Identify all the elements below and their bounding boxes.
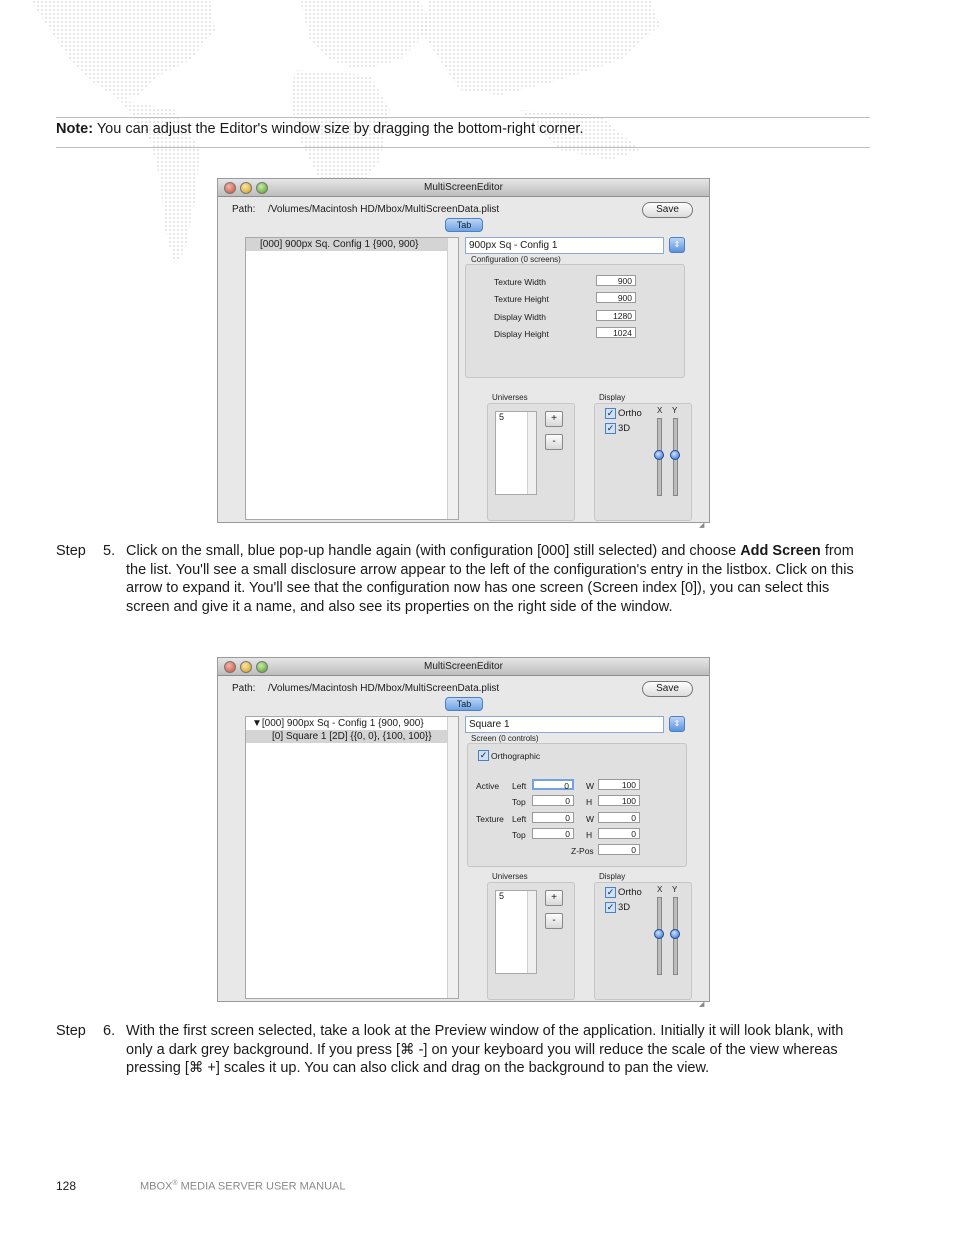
texture-height-field[interactable]: 900 xyxy=(596,292,636,303)
window-title: MultiScreenEditor xyxy=(424,182,503,193)
active-w-field[interactable]: 100 xyxy=(598,779,640,790)
active-left-field[interactable]: 0 xyxy=(532,779,574,790)
multiscreen-editor-window-2 xyxy=(217,657,710,1008)
scrollbar[interactable] xyxy=(447,717,458,998)
remove-universe-button[interactable]: - xyxy=(545,913,563,929)
universes-list[interactable] xyxy=(495,411,537,495)
y-axis-label: Y xyxy=(672,885,678,894)
field-label: Texture Width xyxy=(494,277,546,287)
w-label: W xyxy=(586,781,595,791)
scrollbar[interactable] xyxy=(527,412,536,494)
universe-value[interactable]: 5 xyxy=(499,891,505,901)
registered-mark: ® xyxy=(172,1180,178,1187)
active-label: Active xyxy=(476,781,500,791)
left-label: Left xyxy=(512,781,527,791)
display-group xyxy=(594,403,692,521)
display-label: Display xyxy=(599,872,626,881)
left-label: Left xyxy=(512,814,527,824)
titlebar xyxy=(218,658,709,676)
orthographic-label: Orthographic xyxy=(491,750,541,761)
ortho-label: Ortho xyxy=(618,408,642,419)
texture-top-field[interactable]: 0 xyxy=(532,828,574,839)
step-label: Step xyxy=(56,1023,86,1039)
y-slider-knob[interactable] xyxy=(670,450,680,460)
display-height-field[interactable]: 1024 xyxy=(596,327,636,338)
step-5 xyxy=(56,542,870,616)
config-name-field[interactable]: 900px Sq - Config 1 xyxy=(465,237,664,254)
active-top-field[interactable]: 0 xyxy=(532,795,574,806)
path-value: /Volumes/Macintosh HD/Mbox/MultiScreenData.plist xyxy=(268,204,500,215)
universes-label: Universes xyxy=(492,393,528,402)
universes-group xyxy=(487,403,575,521)
note xyxy=(56,121,584,137)
3d-label: 3D xyxy=(618,902,631,913)
scrollbar[interactable] xyxy=(527,891,536,973)
x-slider-knob[interactable] xyxy=(654,929,664,939)
step-bold: Add Screen xyxy=(740,543,821,559)
checkmark-icon: ✓ xyxy=(606,408,615,418)
ortho-checkbox[interactable] xyxy=(605,408,642,419)
universes-label: Universes xyxy=(492,872,528,881)
h-label: H xyxy=(586,830,593,840)
config-listbox[interactable] xyxy=(245,237,459,520)
multiscreen-editor-window-1 xyxy=(217,178,710,529)
titlebar xyxy=(218,179,709,197)
step-number: 5. xyxy=(103,543,116,559)
y-axis-label: Y xyxy=(672,406,678,415)
minimize-icon[interactable] xyxy=(240,661,252,673)
zpos-label: Z-Pos xyxy=(571,846,594,856)
popup-handle-icon[interactable]: ⇕ xyxy=(669,716,685,732)
universe-value[interactable]: 5 xyxy=(499,412,505,422)
list-item[interactable]: [000] 900px Sq. Config 1 {900, 900} xyxy=(246,238,458,251)
save-button[interactable]: Save xyxy=(642,202,693,218)
x-axis-label: X xyxy=(657,406,663,415)
configuration-group xyxy=(465,264,685,378)
3d-checkbox[interactable] xyxy=(605,902,630,913)
ortho-label: Ortho xyxy=(618,887,642,898)
list-item[interactable]: ▼[000] 900px Sq - Config 1 {900, 900} xyxy=(252,718,424,729)
note-label: Note: xyxy=(56,121,94,137)
step-text: from the list. You'll see a small disclosure arrow appear to the left of the configuration's entry in the listbox. Click on this arrow to expand it. You'll see that the configuration now has one screen (Screen index [0]), you can select this screen and give it a name, and also see its properties on the right side of the window. xyxy=(126,543,854,615)
w-label: W xyxy=(586,814,595,824)
x-axis-label: X xyxy=(657,885,663,894)
group-label: Configuration (0 screens) xyxy=(471,255,561,264)
checkmark-icon: ✓ xyxy=(606,423,615,433)
manual-suffix: MEDIA SERVER USER MANUAL xyxy=(177,1180,346,1193)
orthographic-checkbox[interactable] xyxy=(478,750,540,761)
checkmark-icon: ✓ xyxy=(479,750,488,760)
minimize-icon[interactable] xyxy=(240,182,252,194)
zoom-icon[interactable] xyxy=(256,182,268,194)
note-top-rule xyxy=(56,117,870,118)
y-slider-knob[interactable] xyxy=(670,929,680,939)
path-label: Path: xyxy=(232,204,256,215)
manual-title xyxy=(140,1180,345,1193)
active-h-field[interactable]: 100 xyxy=(598,795,640,806)
top-label: Top xyxy=(512,830,526,840)
ortho-checkbox[interactable] xyxy=(605,887,642,898)
note-bottom-rule xyxy=(56,147,870,148)
universes-list[interactable] xyxy=(495,890,537,974)
step-text: Click on the small, blue pop-up handle again (with configuration [000] still selected) and choose xyxy=(126,543,741,559)
field-label: Display Width xyxy=(494,312,546,322)
display-group xyxy=(594,882,692,1000)
add-universe-button[interactable]: + xyxy=(545,411,563,427)
manual-prefix: MBOX xyxy=(140,1180,173,1193)
tab-button[interactable]: Tab xyxy=(445,218,483,232)
texture-left-field[interactable]: 0 xyxy=(532,812,574,823)
universes-group xyxy=(487,882,575,1000)
field-label: Display Height xyxy=(494,329,549,339)
texture-w-field[interactable]: 0 xyxy=(598,812,640,823)
top-label: Top xyxy=(512,797,526,807)
note-text: You can adjust the Editor's window size by dragging the bottom-right corner. xyxy=(96,121,584,137)
scrollbar[interactable] xyxy=(447,238,458,519)
x-slider-knob[interactable] xyxy=(654,450,664,460)
path-value: /Volumes/Macintosh HD/Mbox/MultiScreenData.plist xyxy=(268,683,500,694)
texture-width-field[interactable]: 900 xyxy=(596,275,636,286)
3d-label: 3D xyxy=(618,423,631,434)
checkmark-icon: ✓ xyxy=(606,887,615,897)
close-icon[interactable] xyxy=(224,661,236,673)
resize-grip-icon[interactable]: ◢ xyxy=(699,1001,705,1008)
screen-name-field[interactable]: Square 1 xyxy=(465,716,664,733)
path-label: Path: xyxy=(232,683,256,694)
3d-checkbox[interactable] xyxy=(605,423,630,434)
config-listbox[interactable] xyxy=(245,716,459,999)
add-universe-button[interactable]: + xyxy=(545,890,563,906)
tab-button[interactable]: Tab xyxy=(445,697,483,711)
display-width-field[interactable]: 1280 xyxy=(596,310,636,321)
step-text: With the first screen selected, take a look at the Preview window of the application. Initially it will look blank, with only a dark grey background. If you press [⌘ -] on your keyboard you will reduce the scale of the view whereas pressing [⌘ +] scales it up. You can also click and drag on the background to pan the view. xyxy=(126,1023,844,1077)
display-label: Display xyxy=(599,393,626,402)
step-label: Step xyxy=(56,543,86,559)
close-icon[interactable] xyxy=(224,182,236,194)
step-6 xyxy=(56,1022,870,1078)
remove-universe-button[interactable]: - xyxy=(545,434,563,450)
texture-label: Texture xyxy=(476,814,504,824)
window-title: MultiScreenEditor xyxy=(424,661,503,672)
h-label: H xyxy=(586,797,593,807)
texture-h-field[interactable]: 0 xyxy=(598,828,640,839)
save-button[interactable]: Save xyxy=(642,681,693,697)
resize-grip-icon[interactable]: ◢ xyxy=(699,522,705,529)
list-item[interactable]: [0] Square 1 [2D] {{0, 0}, {100, 100}} xyxy=(246,730,458,743)
group-label: Screen (0 controls) xyxy=(471,734,539,743)
screen-group xyxy=(467,743,687,867)
zpos-field[interactable]: 0 xyxy=(598,844,640,855)
step-number: 6. xyxy=(103,1023,116,1039)
page-number: 128 xyxy=(56,1179,77,1193)
zoom-icon[interactable] xyxy=(256,661,268,673)
checkmark-icon: ✓ xyxy=(606,902,615,912)
popup-handle-icon[interactable]: ⇕ xyxy=(669,237,685,253)
field-label: Texture Height xyxy=(494,294,549,304)
